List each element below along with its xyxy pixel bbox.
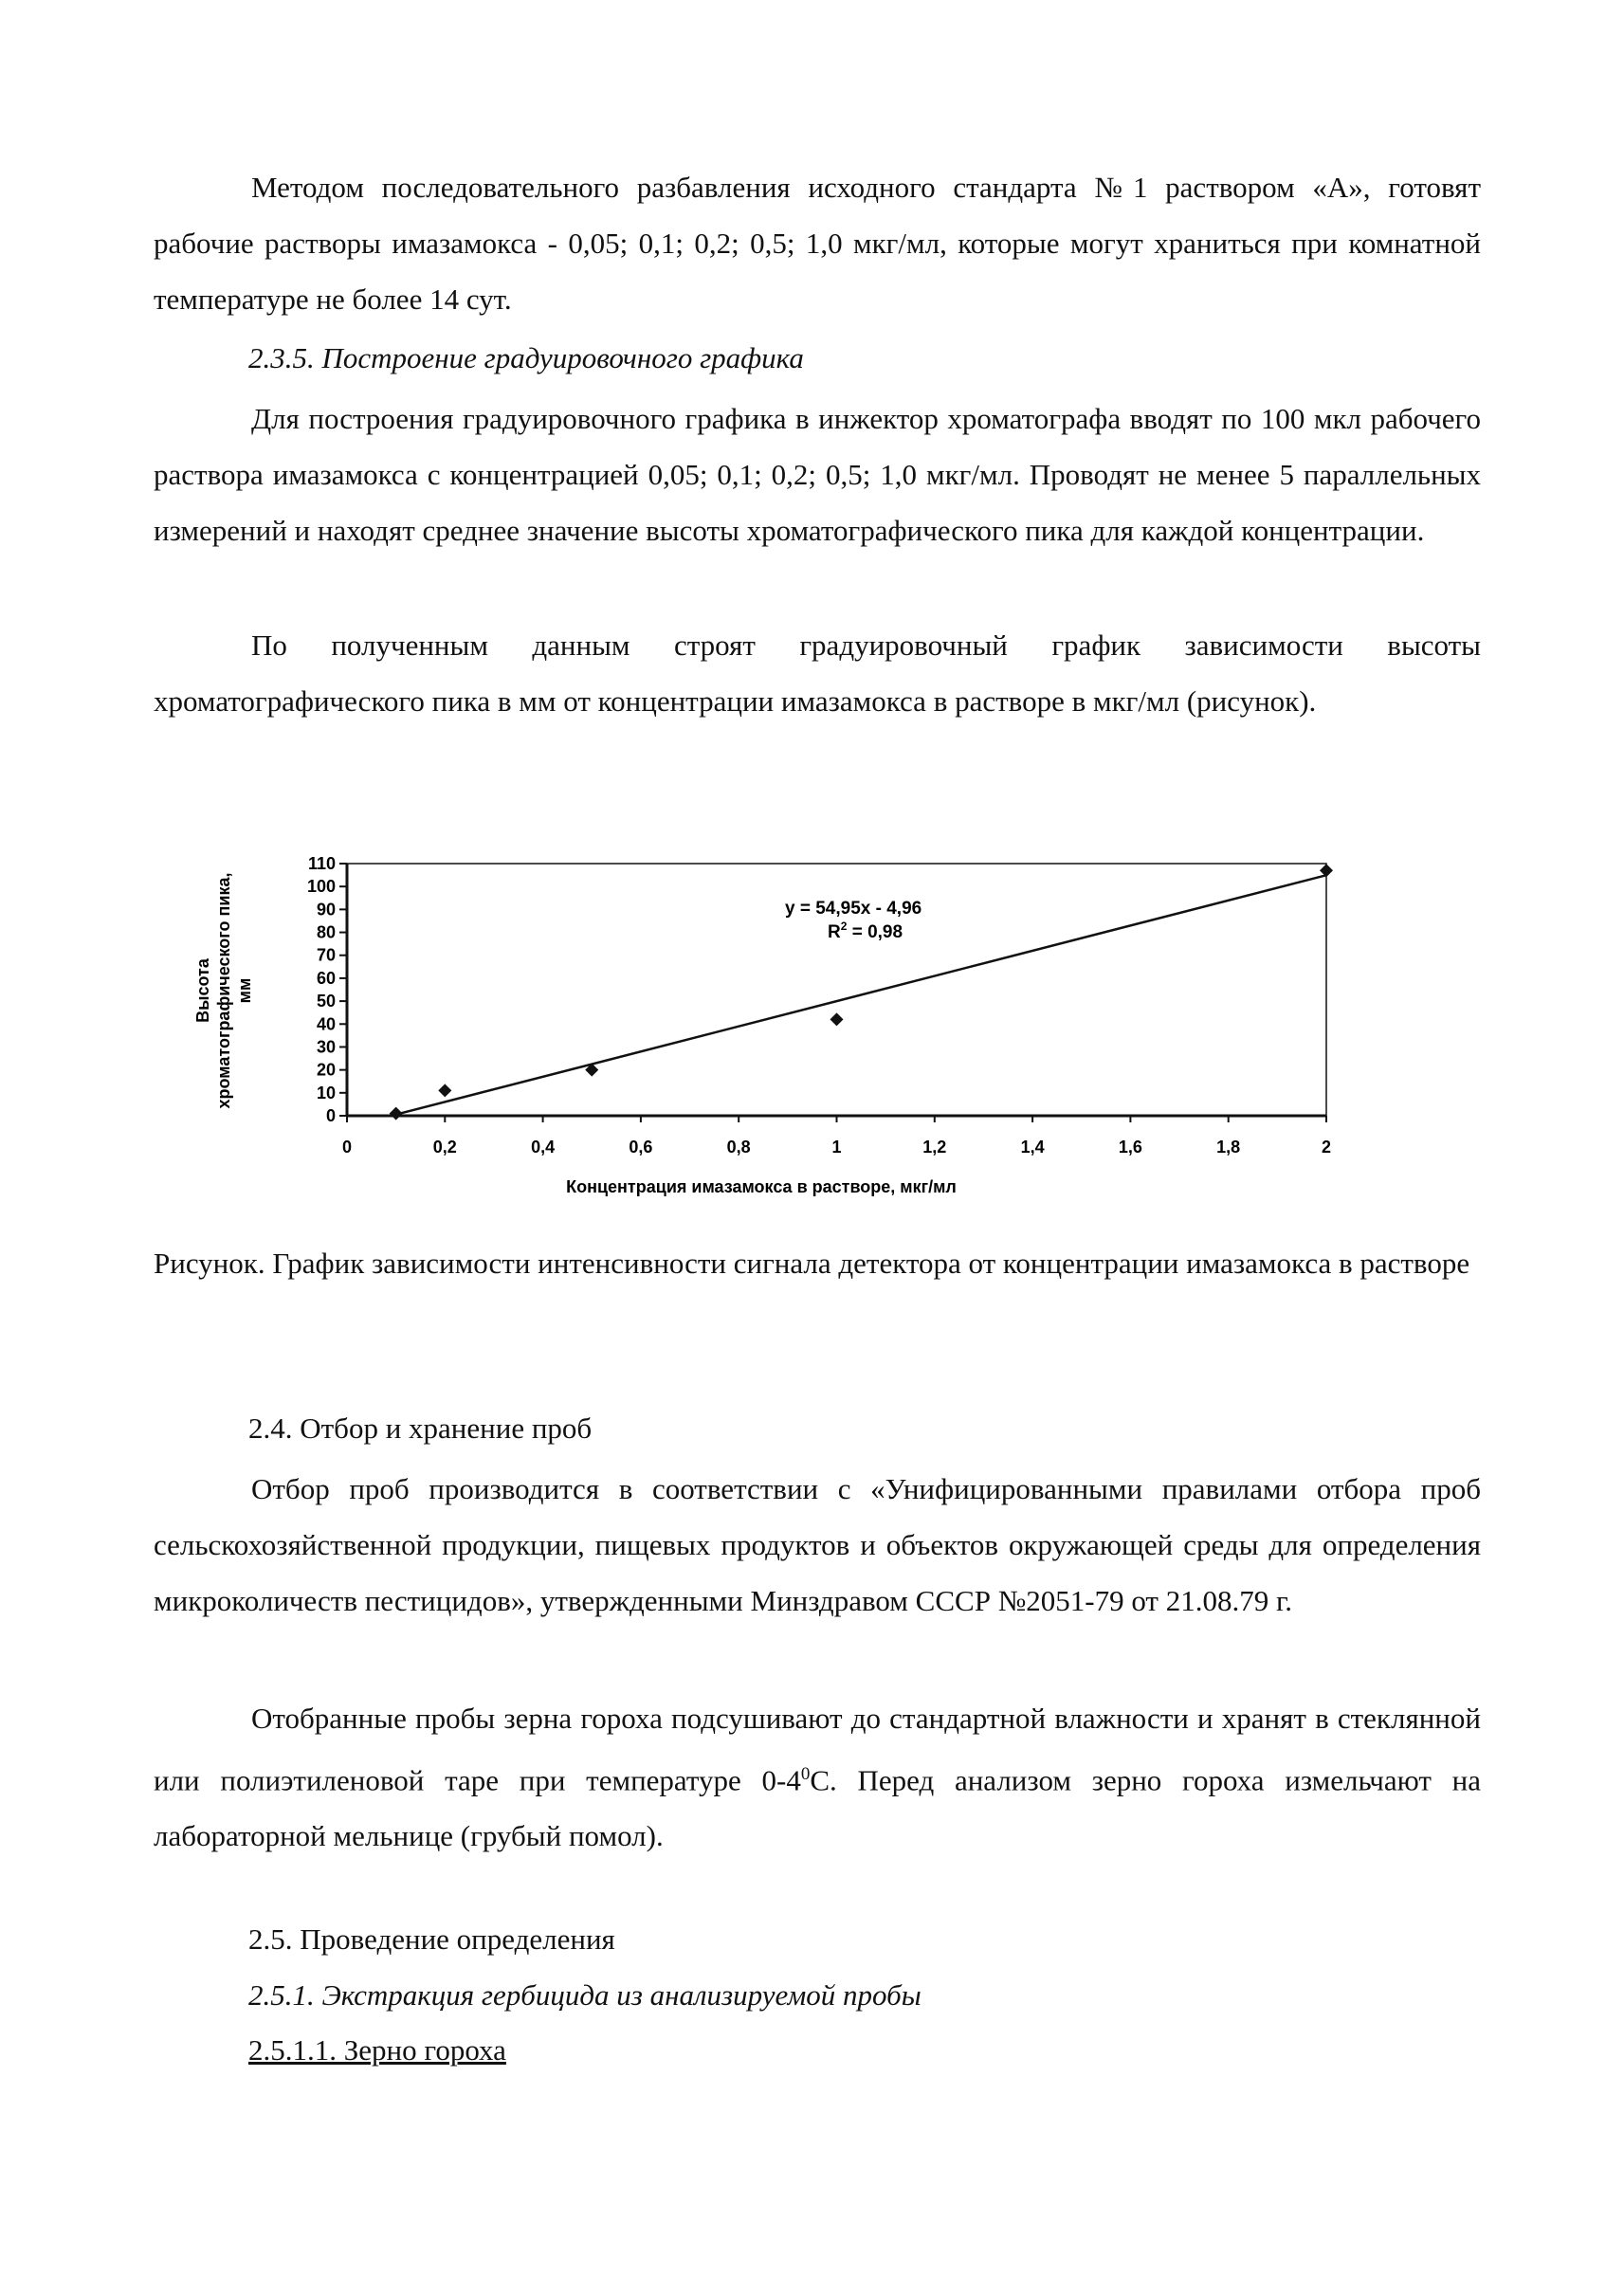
paragraph-plot: По полученным данным строят градуировочный график зависимости высоты хроматографического пика в мм от концентрации имазамокса в растворе в мкг/мл (рисунок).: [154, 628, 1481, 718]
x-tick-label-4: 0,8: [726, 1138, 751, 1157]
y-axis-label: [193, 873, 254, 1109]
y-tick-label-0: 0: [325, 1106, 336, 1125]
y-tick-label-40: 40: [316, 1014, 336, 1034]
x-tick-label-3: 0,6: [629, 1138, 653, 1157]
y-axis-label-line3: мм: [235, 977, 254, 1004]
y-tick-label-70: 70: [316, 945, 336, 965]
x-tick-labels: [342, 1116, 1331, 1157]
heading-2-5-1-1: 2.5.1.1. Зерно гороха: [248, 2033, 506, 2067]
paragraph-storage: [154, 1690, 1481, 1864]
y-axis-label-line2: хроматографического пика,: [214, 872, 233, 1109]
paragraph-calibration: Для построения градуировочного графика в инжектор хроматографа вводят по 100 мкл рабочего раствора имазамокса с концентрацией 0,05; 0,1; 0,2; 0,5; 1,0 мкг/мл. Проводят не менее 5 параллельных измерений и находят среднее значение высоты хроматографического пика для каждой концентрации.: [154, 402, 1481, 547]
heading-2-3-5: 2.3.5. Построение градуировочного графика: [248, 341, 804, 374]
heading-2-4: 2.4. Отбор и хранение проб: [248, 1412, 593, 1445]
y-tick-label-10: 10: [316, 1083, 336, 1102]
x-tick-label-2: 0,4: [531, 1138, 556, 1157]
y-tick-labels: [307, 854, 347, 1125]
heading-2-5-1: 2.5.1. Экстракция гербицида из анализируемой пробы: [248, 1978, 921, 2012]
y-axis-label-line1: Высота: [193, 958, 212, 1023]
x-tick-label-1: 0,2: [432, 1138, 457, 1157]
x-tick-label-6: 1,2: [922, 1138, 947, 1157]
y-tick-label-100: 100: [306, 877, 336, 897]
x-tick-label-0: 0: [341, 1138, 353, 1157]
storage-degree: 0: [800, 1764, 811, 1784]
storage-text-b: С. Перед анализом зерно гороха измельчают на лабораторной мельнице (грубый помол).: [154, 1763, 1481, 1853]
x-tick-label-7: 1,4: [1020, 1138, 1045, 1157]
storage-text-a: Отобранные пробы зерна гороха подсушивают до стандартной влажности и хранят в стеклянной или полиэтиленовой таре при температуре 0-4: [154, 1702, 1481, 1797]
data-point-4: [1320, 864, 1333, 877]
x-tick-label-10: 2: [1321, 1138, 1332, 1157]
paragraph-sampling: Отбор проб производится в соответствии с «Унифицированными правилами отбора проб сельскохозяйственной продукции, пищевых продуктов и объектов окружающей среды для определения микроколичеств пестицидов», утвержденными Минздравом СССР №2051-79 от 21.08.79 г.: [154, 1472, 1481, 1617]
heading-2-5: 2.5. Проведение определения: [248, 1922, 615, 1956]
r2-value: = 0,98: [847, 922, 903, 942]
y-tick-label-20: 20: [316, 1060, 336, 1080]
calibration-chart: [180, 825, 1356, 1213]
data-point-0: [390, 1107, 403, 1120]
x-tick-label-5: 1: [831, 1138, 842, 1157]
figure-caption: Рисунок. График зависимости интенсивности сигнала детектора от концентрации имазамокса в растворе: [154, 1247, 1470, 1280]
y-tick-label-60: 60: [316, 968, 336, 988]
y-tick-label-80: 80: [316, 922, 336, 942]
r-squared-label: [828, 920, 903, 942]
paragraph-dilution: Методом последовательного разбавления исходного стандарта №1 раствором «А», готовят рабочие растворы имазамокса - 0,05; 0,1; 0,2; 0,5; 1,0 мкг/мл, которые могут храниться при комнатной температуре не более 14 сут.: [154, 171, 1481, 316]
y-tick-label-30: 30: [316, 1037, 336, 1057]
r2-prefix: R: [828, 922, 841, 942]
data-point-3: [830, 1012, 844, 1026]
x-tick-label-9: 1,8: [1216, 1138, 1241, 1157]
y-tick-label-90: 90: [316, 900, 336, 920]
data-point-1: [438, 1084, 451, 1097]
x-axis-label: Концентрация имазамокса в растворе, мкг/мл: [566, 1177, 957, 1196]
y-tick-label-50: 50: [316, 992, 336, 1011]
r2-sup: 2: [840, 920, 848, 933]
x-tick-label-8: 1,6: [1118, 1138, 1142, 1157]
equation-label: y = 54,95x - 4,96: [785, 899, 922, 919]
y-tick-label-110: 110: [307, 854, 336, 873]
